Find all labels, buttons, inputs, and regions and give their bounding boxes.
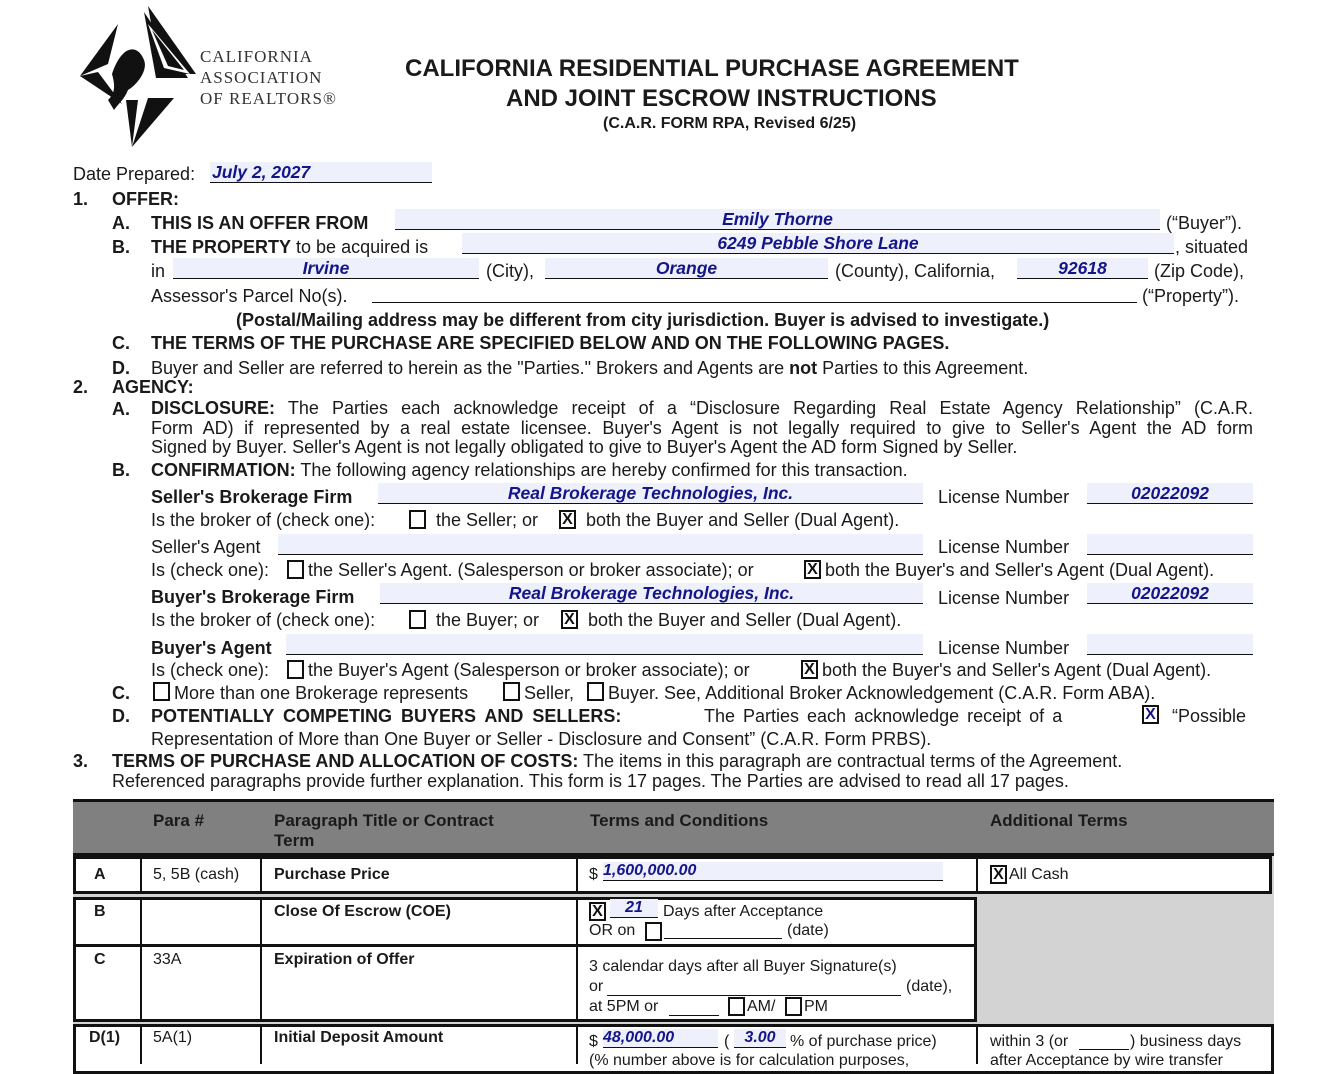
buyer-agent-option2: both the Buyer's and Seller's Agent (Dual Agent). bbox=[822, 660, 1212, 680]
agency-d-bold: POTENTIALLY COMPETING BUYERS AND SELLERS: bbox=[151, 706, 622, 726]
coe-days-checkbox[interactable]: X bbox=[589, 902, 606, 921]
row-d-within: within 3 (or bbox=[990, 1033, 1069, 1050]
buyer-agent-field[interactable] bbox=[286, 634, 923, 655]
initial-deposit-field[interactable]: 48,000.00 bbox=[603, 1029, 718, 1048]
th-title-l1: Paragraph Title or Contract bbox=[274, 811, 494, 830]
situated-text: , situated bbox=[1175, 237, 1249, 257]
purchase-price-field[interactable]: 1,600,000.00 bbox=[603, 862, 943, 881]
th-additional: Additional Terms bbox=[990, 811, 1128, 830]
offer-a-label: A. bbox=[112, 213, 130, 233]
date-prepared-field[interactable]: July 2, 2027 bbox=[210, 162, 432, 183]
seller-agent-license-field[interactable] bbox=[1087, 534, 1253, 555]
row-d-days: ) business days bbox=[1130, 1033, 1242, 1050]
seller-the-seller-text: the Seller; or bbox=[436, 510, 539, 530]
am-checkbox[interactable] bbox=[728, 997, 745, 1016]
agency-d-label: D. bbox=[112, 706, 130, 726]
offer-d-label: D. bbox=[112, 358, 130, 378]
row-b-id: B bbox=[94, 903, 106, 920]
agency-a-line3: Signed by Buyer. Seller's Agent is not legally obligated to give to Buyer's Agent the AD form Signed by Seller. bbox=[151, 437, 1018, 457]
terms-line1-text: The items in this paragraph are contractual terms of the Agreement. bbox=[578, 751, 1123, 771]
row-d-sub: (% number above is for calculation purposes, bbox=[589, 1052, 910, 1069]
buyer-agent-option1: the Buyer's Agent (Salesperson or broker associate); or bbox=[308, 660, 750, 680]
row-a-para: 5, 5B (cash) bbox=[153, 866, 240, 883]
offer-b-rest: to be acquired is bbox=[291, 237, 429, 257]
multi-brokerage-checkbox[interactable] bbox=[153, 682, 170, 701]
buyer-agent-label: Buyer's Agent bbox=[151, 638, 272, 658]
th-conditions: Terms and Conditions bbox=[590, 811, 769, 830]
deposit-pct-field[interactable]: 3.00 bbox=[734, 1029, 786, 1048]
doc-title-line1: CALIFORNIA RESIDENTIAL PURCHASE AGREEMENT bbox=[405, 55, 1019, 82]
apn-field[interactable] bbox=[372, 302, 1137, 303]
form-id: (C.A.R. FORM RPA, Revised 6/25) bbox=[603, 115, 857, 132]
logo-line3: OF REALTORS® bbox=[200, 89, 337, 108]
th-para: Para # bbox=[153, 811, 205, 830]
row-c-title: Expiration of Offer bbox=[274, 951, 415, 968]
offer-d-post: Parties to this Agreement. bbox=[817, 358, 1029, 378]
buyer-firm-field[interactable]: Real Brokerage Technologies, Inc. bbox=[380, 583, 923, 604]
row-d-para: 5A(1) bbox=[153, 1029, 193, 1046]
offer-d-pre: Buyer and Seller are referred to herein as the "Parties." Brokers and Agents are bbox=[151, 358, 790, 378]
seller-agent-field[interactable] bbox=[278, 534, 923, 555]
buyer-name-field[interactable]: Emily Thorne bbox=[395, 209, 1160, 230]
agency-c-text1: More than one Brokerage represents bbox=[174, 683, 469, 703]
buyer-agent-checkbox-dual[interactable]: X bbox=[801, 660, 818, 679]
terms-line2: Referenced paragraphs provide further explanation. This form is 17 pages. The Parties are advised to read all 17 pages. bbox=[112, 771, 1069, 791]
buyer-agent-check-text: Is (check one): bbox=[151, 660, 270, 680]
postal-note: (Postal/Mailing address may be different from city jurisdiction. Buyer is advised to investigate.) bbox=[236, 310, 1050, 330]
prbs-checkbox[interactable]: X bbox=[1142, 705, 1159, 724]
agency-d-text: The Parties each acknowledge receipt of a bbox=[704, 706, 1063, 726]
buyer-the-buyer-text: the Buyer; or bbox=[436, 610, 540, 630]
agency-b-bold: CONFIRMATION: bbox=[151, 460, 296, 480]
agency-c-label: C. bbox=[112, 683, 130, 703]
seller-dual-text: both the Buyer and Seller (Dual Agent). bbox=[586, 510, 900, 530]
offer-b-text bbox=[151, 237, 428, 258]
apn-label: Assessor's Parcel No(s). bbox=[151, 286, 348, 306]
row-a-id: A bbox=[94, 866, 106, 883]
th-title-l2: Term bbox=[274, 831, 315, 850]
seller-agent-label: Seller's Agent bbox=[151, 537, 261, 557]
section-2-num: 2. bbox=[73, 377, 89, 397]
offer-b-label: B. bbox=[112, 237, 130, 257]
seller-firm-license-field[interactable]: 02022092 bbox=[1087, 483, 1253, 504]
agency-a-line1: The Parties each acknowledge receipt of a “Disclosure Regarding Real Estate Agency Relationship” (C.A.R. bbox=[275, 398, 1253, 418]
zip-field[interactable]: 92618 bbox=[1017, 258, 1148, 279]
row-c-id: C bbox=[94, 951, 106, 968]
agency-a-block bbox=[151, 399, 1253, 458]
th-title bbox=[274, 811, 494, 851]
section-1-heading: OFFER: bbox=[112, 189, 179, 209]
expiration-date-field[interactable] bbox=[607, 995, 901, 996]
row-c-para: 33A bbox=[153, 951, 182, 968]
all-cash-checkbox[interactable]: X bbox=[990, 865, 1007, 884]
coe-days-field[interactable]: 21 bbox=[610, 899, 658, 918]
car-logo-icon bbox=[78, 4, 198, 149]
seller-broker-of-text: Is the broker of (check one): bbox=[151, 510, 376, 530]
multi-brokerage-buyer-checkbox[interactable] bbox=[587, 682, 604, 701]
buyer-agent-license-field[interactable] bbox=[1087, 634, 1253, 655]
doc-title-line2: AND JOINT ESCROW INSTRUCTIONS bbox=[506, 85, 937, 112]
agency-d-line2: Representation of More than One Buyer or Seller - Disclosure and Consent” (C.A.R. Form PRBS). bbox=[151, 729, 932, 749]
agency-b-rest: The following agency relationships are hereby confirmed for this transaction. bbox=[295, 460, 908, 480]
buyer-agent-license-label: License Number bbox=[938, 638, 1070, 658]
county-field[interactable]: Orange bbox=[545, 258, 828, 279]
buyer-dual-text: both the Buyer and Seller (Dual Agent). bbox=[588, 610, 902, 630]
terms-line1 bbox=[112, 751, 1122, 772]
property-suffix: (“Property”). bbox=[1142, 286, 1240, 306]
row-c-pm: PM bbox=[804, 998, 828, 1015]
buyer-firm-license-field[interactable]: 02022092 bbox=[1087, 583, 1253, 604]
row-d-title: Initial Deposit Amount bbox=[274, 1029, 444, 1046]
section-2-heading: AGENCY: bbox=[112, 377, 194, 397]
county-label: (County), California, bbox=[835, 261, 996, 281]
zip-label: (Zip Code), bbox=[1154, 261, 1245, 281]
property-address-field[interactable]: 6249 Pebble Shore Lane bbox=[462, 233, 1174, 254]
agency-c-text2: Seller, bbox=[524, 683, 575, 703]
row-c-am: AM/ bbox=[747, 998, 776, 1015]
agency-b-text bbox=[151, 460, 908, 481]
offer-d-text bbox=[151, 358, 1028, 379]
offer-d-bold: not bbox=[789, 358, 818, 378]
city-label: (City), bbox=[486, 261, 534, 281]
row-b-or-on: OR on bbox=[589, 922, 636, 939]
seller-firm-license-label: License Number bbox=[938, 487, 1070, 507]
in-text: in bbox=[151, 261, 166, 281]
pm-checkbox[interactable] bbox=[785, 997, 802, 1016]
row-d-pct-text: % of purchase price) bbox=[790, 1033, 937, 1050]
agency-b-label: B. bbox=[112, 460, 130, 480]
terms-bold: TERMS OF PURCHASE AND ALLOCATION OF COSTS: bbox=[112, 751, 579, 771]
offer-b-bold: THE PROPERTY bbox=[151, 237, 292, 257]
date-prepared-label: Date Prepared: bbox=[73, 164, 196, 184]
coe-date-field[interactable] bbox=[664, 938, 782, 939]
row-d-after: after Acceptance by wire transfer bbox=[990, 1052, 1223, 1069]
row-c-date-label: (date), bbox=[906, 978, 953, 995]
coe-date-checkbox[interactable] bbox=[645, 922, 662, 941]
table-row-b bbox=[73, 897, 977, 947]
row-a-add: All Cash bbox=[1009, 866, 1069, 883]
row-d-dollar: $ bbox=[589, 1033, 598, 1050]
buyer-firm-label: Buyer's Brokerage Firm bbox=[151, 587, 355, 607]
offer-a-text: THIS IS AN OFFER FROM bbox=[151, 213, 369, 233]
agency-d-text2: “Possible bbox=[1172, 706, 1247, 726]
agency-a-label: A. bbox=[112, 399, 130, 419]
row-b-days-text: Days after Acceptance bbox=[663, 903, 824, 920]
seller-agent-checkbox-seller[interactable] bbox=[287, 560, 304, 579]
buyer-broker-of-text: Is the broker of (check one): bbox=[151, 610, 376, 630]
row-a-dollar: $ bbox=[589, 866, 598, 883]
row-a-title: Purchase Price bbox=[274, 866, 390, 883]
row-b-date-label: (date) bbox=[787, 922, 829, 939]
seller-checkbox-dual[interactable]: X bbox=[559, 510, 576, 529]
seller-agent-license-label: License Number bbox=[938, 537, 1070, 557]
multi-brokerage-seller-checkbox[interactable] bbox=[503, 682, 520, 701]
row-b-title: Close Of Escrow (COE) bbox=[274, 903, 451, 920]
row-c-or: or bbox=[589, 978, 604, 995]
row-c-line1: 3 calendar days after all Buyer Signature(s) bbox=[589, 958, 897, 975]
agency-a-line2: Form AD) if represented by a real estate licensee. Buyer's Agent is not legally required to give to Seller's Agent the AD form bbox=[151, 417, 1253, 438]
agency-a-bold: DISCLOSURE: bbox=[151, 398, 276, 418]
seller-firm-field[interactable]: Real Brokerage Technologies, Inc. bbox=[378, 483, 923, 504]
section-1-num: 1. bbox=[73, 189, 89, 209]
section-3-num: 3. bbox=[73, 751, 89, 771]
seller-agent-option2: both the Buyer's and Seller's Agent (Dual Agent). bbox=[825, 560, 1215, 580]
seller-checkbox-seller[interactable] bbox=[409, 510, 426, 529]
offer-c-label: C. bbox=[112, 333, 130, 353]
logo-line1: CALIFORNIA bbox=[200, 47, 313, 66]
buyer-checkbox-buyer[interactable] bbox=[409, 610, 426, 629]
city-field[interactable]: Irvine bbox=[173, 258, 479, 279]
seller-agent-option1: the Seller's Agent. (Salesperson or broker associate); or bbox=[308, 560, 754, 580]
logo-line2: ASSOCIATION bbox=[200, 68, 323, 87]
row-d-paren: ( bbox=[724, 1033, 730, 1050]
seller-agent-check-text: Is (check one): bbox=[151, 560, 270, 580]
logo-text bbox=[200, 46, 337, 109]
offer-c-text: THE TERMS OF THE PURCHASE ARE SPECIFIED BELOW AND ON THE FOLLOWING PAGES. bbox=[151, 333, 950, 353]
buyer-checkbox-dual[interactable]: X bbox=[561, 610, 578, 629]
buyer-agent-checkbox-buyer[interactable] bbox=[287, 660, 304, 679]
deposit-days-field[interactable] bbox=[1079, 1049, 1129, 1050]
seller-agent-checkbox-dual[interactable]: X bbox=[804, 560, 821, 579]
row-d-id: D(1) bbox=[89, 1029, 121, 1046]
expiration-time-field[interactable] bbox=[669, 1015, 719, 1016]
agency-c-text3: Buyer. See, Additional Broker Acknowledgement (C.A.R. Form ABA). bbox=[608, 683, 1156, 703]
row-c-at: at 5PM or bbox=[589, 998, 659, 1015]
buyer-firm-license-label: License Number bbox=[938, 588, 1070, 608]
buyer-suffix: (“Buyer”). bbox=[1166, 213, 1242, 233]
seller-firm-label: Seller's Brokerage Firm bbox=[151, 487, 353, 507]
